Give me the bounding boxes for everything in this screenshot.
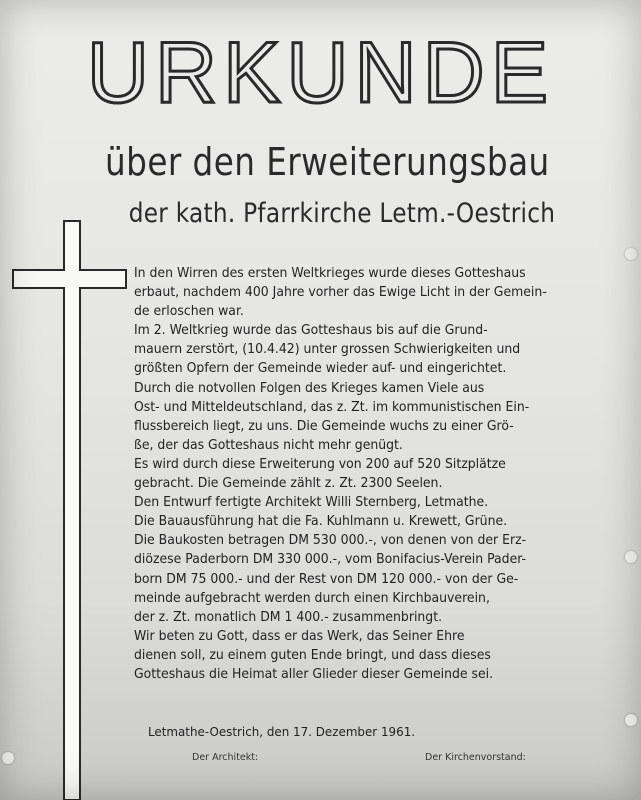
document-subtitle: über den Erweiterungsbau [105,140,550,184]
body-line: meinde aufgebracht werden durch einen Kirchbauverein, [134,590,490,606]
body-line: Wir beten zu Gott, dass er das Werk, das Seiner Ehre [134,628,465,644]
body-line: Den Entwurf fertigte Architekt Willi Sternberg, Letmathe. [134,495,489,511]
document-body [134,264,553,684]
body-line: Es wird durch diese Erweiterung von 200 auf 520 Sitzplätze [134,456,506,472]
body-line: der z. Zt. monatlich DM 1 400.- zusammenbringt. [134,609,443,625]
signature-church-label: Der Kirchenvorstand: [425,752,526,763]
body-line: mauern zerstört, (10.4.42) unter grossen Schwierigkeiten und [134,342,521,358]
body-line: größten Opfern der Gemeinde wieder auf- und eingerichtet. [134,361,507,377]
body-line: born DM 75 000.- und der Rest von DM 120 000.- von der Ge- [134,571,519,587]
body-line: Die Baukosten betragen DM 530 000.-, von denen von der Erz- [134,533,527,549]
body-line: Gotteshaus die Heimat aller Glieder dieser Gemeinde sei. [134,666,494,682]
page-title: URKUNDE [86,25,555,121]
body-line: ße, der das Gotteshaus nicht mehr genügt. [134,437,403,453]
body-line: Ost- und Mitteldeutschland, das z. Zt. im kommunistischen Ein- [134,399,530,415]
punch-hole [625,248,637,260]
date-line: Letmathe-Oestrich, den 17. Dezember 1961. [148,725,416,740]
body-line: diözese Paderborn DM 330 000.-, vom Bonifacius-Verein Pader- [134,552,527,568]
body-line: erbaut, nachdem 400 Jahre vorher das Ewige Licht in der Gemein- [134,285,547,301]
punch-hole [625,551,637,563]
punch-hole [625,714,637,726]
body-line: de erloschen war. [134,304,244,320]
body-line: gebracht. Die Gemeinde zählt z. Zt. 2300 Seelen. [134,476,443,492]
signature-architect-label: Der Architekt: [192,752,259,763]
body-line: In den Wirren des ersten Weltkrieges wurde dieses Gotteshaus [134,266,526,281]
body-line: flussbereich liegt, zu uns. Die Gemeinde wuchs zu einer Grö- [134,418,514,434]
punch-hole [2,752,14,764]
body-line: Durch die notvollen Folgen des Krieges kamen Viele aus [134,380,485,396]
body-line: Die Bauausführung hat die Fa. Kuhlmann u. Krewett, Grüne. [134,514,508,530]
body-line: dienen soll, zu einem guten Ende bringt, und dass dieses [134,647,491,663]
body-line: Im 2. Weltkrieg wurde das Gotteshaus bis auf die Grund- [134,323,488,339]
document-subtitle-church: der kath. Pfarrkirche Letm.-Oestrich [128,198,556,229]
